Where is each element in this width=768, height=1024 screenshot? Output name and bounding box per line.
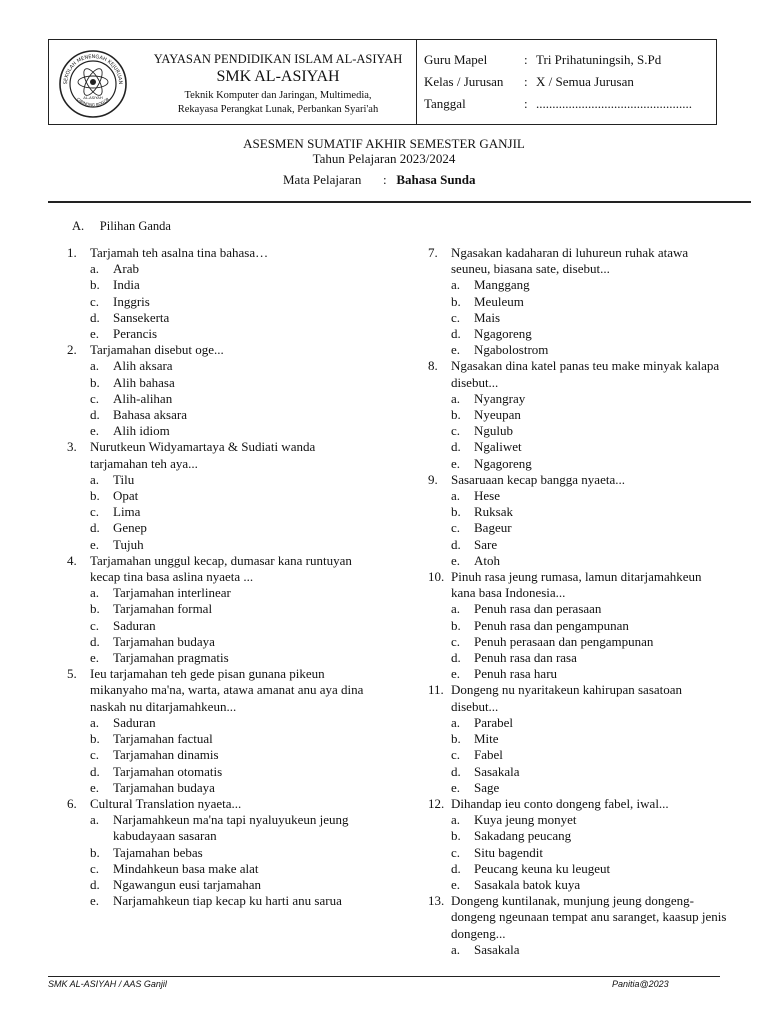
answer-option	[451, 537, 728, 553]
date-label: Tanggal	[424, 96, 466, 111]
option-letter: e.	[451, 455, 461, 471]
option-text: Lima	[113, 504, 141, 520]
option-text: Tarjamahan budaya	[113, 779, 215, 795]
answer-option	[90, 764, 367, 780]
question-item	[67, 666, 367, 796]
option-letter: a.	[90, 358, 100, 374]
answer-option	[90, 715, 367, 731]
option-letter: e.	[451, 552, 461, 568]
answer-option	[451, 812, 728, 828]
answer-option	[451, 488, 728, 504]
option-text: Penuh rasa dan perasaan	[474, 601, 602, 617]
question-number: 7.	[428, 245, 438, 260]
option-letter: b.	[451, 828, 461, 844]
answer-option	[451, 634, 728, 650]
option-letter: a.	[90, 714, 100, 730]
option-text: Mais	[474, 309, 500, 325]
option-text: Alih aksara	[113, 358, 173, 374]
option-text: Kuya jeung monyet	[474, 812, 577, 828]
answer-option	[90, 601, 367, 617]
answer-option	[90, 537, 367, 553]
programs-line-2: Rekayasa Perangkat Lunak, Perbankan Syari'ah	[177, 104, 379, 115]
questions-column-left	[67, 245, 367, 909]
answer-option	[451, 747, 728, 763]
answer-option	[451, 326, 728, 342]
question-item	[67, 342, 367, 439]
option-text: Narjamahkeun ma'na tapi nyaluyukeun jeung kabudayaan sasaran	[113, 812, 349, 844]
option-letter: d.	[451, 439, 461, 455]
answer-options	[90, 358, 367, 439]
question-text: Ieu tarjamahan teh gede pisan gunana pikeun mikanyaho ma'na, warta, atawa amanat anu aya dina naskah nu ditarjamahkeun...	[90, 666, 364, 714]
question-item	[67, 796, 367, 909]
school-info	[143, 52, 413, 117]
logo-text-mid: AL-ASIYAH	[83, 95, 103, 100]
option-text: Sasakala	[474, 941, 520, 957]
answer-option	[451, 439, 728, 455]
option-text: Ngulub	[474, 423, 513, 439]
option-letter: b.	[90, 731, 100, 747]
option-letter: a.	[90, 261, 100, 277]
option-text: Arab	[113, 261, 139, 277]
answer-option	[451, 601, 728, 617]
option-letter: c.	[90, 747, 100, 763]
answer-options	[90, 715, 367, 796]
questions-column-right	[428, 245, 728, 958]
answer-option	[90, 472, 367, 488]
exam-title	[0, 136, 768, 166]
option-text: Tilu	[113, 471, 135, 487]
option-text: Nyangray	[474, 390, 526, 406]
answer-option	[90, 845, 367, 861]
answer-options	[451, 715, 728, 796]
answer-option	[451, 942, 728, 958]
option-text: Bahasa aksara	[113, 407, 187, 423]
question-item	[428, 472, 728, 569]
option-letter: d.	[451, 763, 461, 779]
question-number: 5.	[67, 666, 77, 682]
answer-option	[90, 650, 367, 666]
option-letter: e.	[90, 536, 100, 552]
answer-option	[451, 391, 728, 407]
option-text: Alih bahasa	[113, 374, 175, 390]
question-text: Dihandap ieu conto dongeng fabel, iwal...	[451, 795, 669, 811]
question-item	[67, 439, 367, 552]
answer-option	[90, 520, 367, 536]
option-text: Fabel	[474, 747, 503, 763]
answer-option	[90, 310, 367, 326]
answer-options	[90, 472, 367, 553]
answer-option	[90, 407, 367, 423]
teacher-value: Tri Prihatuningsih, S.Pd	[536, 52, 662, 67]
option-text: Sakadang peucang	[474, 828, 572, 844]
answer-option	[451, 715, 728, 731]
option-letter: a.	[451, 277, 461, 293]
option-text: Atoh	[474, 552, 500, 568]
option-text: Sasakala batok kuya	[474, 876, 581, 892]
option-letter: c.	[451, 423, 461, 439]
option-text: India	[113, 277, 140, 293]
option-letter: d.	[90, 309, 100, 325]
option-letter: d.	[90, 407, 100, 423]
option-letter: d.	[90, 633, 100, 649]
option-letter: a.	[90, 471, 100, 487]
class-row	[424, 74, 634, 90]
question-number: 1.	[67, 245, 77, 260]
answer-option	[90, 488, 367, 504]
question-number: 6.	[67, 795, 77, 811]
answer-option	[451, 845, 728, 861]
question-item	[428, 682, 728, 795]
option-text: Penuh rasa dan rasa	[474, 650, 577, 666]
answer-option	[451, 828, 728, 844]
option-text: Sasakala	[474, 763, 520, 779]
option-text: Penuh perasaan dan pengampunan	[474, 633, 654, 649]
answer-option	[451, 423, 728, 439]
answer-options	[451, 812, 728, 893]
option-text: Saduran	[113, 714, 156, 730]
option-letter: b.	[90, 374, 100, 390]
answer-option	[90, 634, 367, 650]
answer-option	[451, 650, 728, 666]
answer-option	[90, 261, 367, 277]
question-number: 10.	[428, 569, 445, 585]
answer-option	[90, 326, 367, 342]
answer-options	[90, 812, 367, 909]
answer-option	[90, 731, 367, 747]
option-letter: b.	[451, 293, 461, 309]
option-text: Ngagoreng	[474, 326, 532, 342]
option-text: Sare	[474, 536, 498, 552]
option-letter: e.	[451, 666, 461, 682]
answer-option	[451, 861, 728, 877]
answer-option	[90, 358, 367, 374]
answer-option	[451, 504, 728, 520]
option-letter: e.	[451, 342, 461, 358]
school-identity	[49, 40, 417, 124]
option-letter: c.	[451, 844, 461, 860]
option-letter: d.	[90, 520, 100, 536]
question-number: 13.	[428, 893, 445, 909]
answer-option	[90, 277, 367, 293]
option-text: Ngawangun eusi tarjamahan	[113, 876, 262, 892]
option-text: Alih idiom	[113, 423, 170, 439]
answer-option	[451, 456, 728, 472]
question-text: Dongeng kuntilanak, munjung jeung dongeng-dongeng ngeunaan tempat anu saranget, kaasup jenis dongeng...	[451, 893, 727, 941]
subject-label: Mata Pelajaran	[283, 172, 362, 187]
option-letter: a.	[90, 812, 100, 828]
answer-option	[451, 780, 728, 796]
subject-value: Bahasa Sunda	[396, 172, 476, 187]
option-text: Tarjamahan budaya	[113, 633, 215, 649]
option-letter: b.	[90, 844, 100, 860]
option-text: Narjamahkeun tiap kecap ku harti anu sarua	[113, 893, 342, 909]
option-text: Bageur	[474, 520, 512, 536]
option-letter: d.	[451, 650, 461, 666]
option-letter: d.	[451, 326, 461, 342]
question-item	[428, 569, 728, 682]
answer-options	[451, 277, 728, 358]
option-letter: e.	[90, 423, 100, 439]
teacher-label: Guru Mapel	[424, 52, 488, 67]
option-text: Peucang keuna ku leugeut	[474, 860, 611, 876]
question-text: Nurutkeun Widyamartaya & Sudiati wanda tarjamahan teh aya...	[90, 439, 316, 471]
date-value: ................................................	[536, 96, 692, 111]
option-letter: a.	[451, 714, 461, 730]
answer-option	[90, 812, 367, 844]
section-letter: A.	[72, 219, 85, 233]
question-text: Dongeng nu nyaritakeun kahirupan sasatoan disebut...	[451, 682, 683, 714]
class-colon: :	[524, 74, 528, 89]
option-text: Ruksak	[474, 504, 513, 520]
class-value: X / Semua Jurusan	[536, 74, 634, 89]
question-item	[67, 245, 367, 342]
option-letter: a.	[451, 390, 461, 406]
answer-option	[90, 375, 367, 391]
answer-options	[451, 942, 728, 958]
option-letter: d.	[90, 763, 100, 779]
logo-text-top: SEKOLAH MENENGAH KEJURUAN	[62, 53, 124, 85]
option-letter: c.	[451, 747, 461, 763]
option-letter: e.	[451, 876, 461, 892]
option-text: Opat	[113, 488, 139, 504]
answer-option	[451, 553, 728, 569]
subject-row	[283, 172, 476, 188]
option-text: Tarjamahan dinamis	[113, 747, 219, 763]
date-row	[424, 96, 692, 112]
answer-option	[90, 504, 367, 520]
answer-option	[451, 277, 728, 293]
option-letter: c.	[90, 293, 100, 309]
option-text: Ngabolostrom	[474, 342, 549, 358]
option-letter: d.	[451, 536, 461, 552]
question-item	[428, 796, 728, 893]
option-letter: c.	[451, 520, 461, 536]
option-text: Hese	[474, 488, 500, 504]
section-heading	[72, 219, 171, 234]
option-letter: b.	[90, 601, 100, 617]
header-divider	[48, 201, 751, 203]
academic-year: Tahun Pelajaran 2023/2024	[312, 151, 456, 166]
answer-option	[451, 764, 728, 780]
answer-options	[90, 585, 367, 666]
option-letter: c.	[90, 617, 100, 633]
option-letter: b.	[451, 617, 461, 633]
answer-option	[451, 342, 728, 358]
question-text: Tarjamahan disebut oge...	[90, 342, 224, 358]
class-label: Kelas / Jurusan	[424, 74, 504, 89]
answer-options	[90, 261, 367, 342]
question-item	[428, 245, 728, 358]
date-colon: :	[524, 96, 528, 111]
option-letter: e.	[90, 893, 100, 909]
answer-option	[90, 877, 367, 893]
question-item	[428, 358, 728, 471]
option-letter: b.	[451, 731, 461, 747]
option-text: Genep	[113, 520, 147, 536]
question-item	[67, 553, 367, 666]
option-letter: a.	[451, 488, 461, 504]
question-number: 3.	[67, 439, 77, 455]
answer-option	[451, 310, 728, 326]
foundation-name: YAYASAN PENDIDIKAN ISLAM AL-ASIYAH	[153, 52, 403, 66]
header-box	[48, 39, 717, 125]
answer-option	[90, 780, 367, 796]
option-text: Mite	[474, 731, 499, 747]
answer-option	[90, 893, 367, 909]
option-letter: a.	[451, 601, 461, 617]
answer-option	[451, 294, 728, 310]
answer-option	[90, 747, 367, 763]
footer-right: Panitia@2023	[612, 979, 669, 989]
section-name: Pilihan Ganda	[99, 219, 171, 233]
answer-options	[451, 488, 728, 569]
option-text: Saduran	[113, 617, 156, 633]
option-text: Tarjamahan interlinear	[113, 585, 231, 601]
option-text: Ngaliwet	[474, 439, 522, 455]
answer-option	[451, 520, 728, 536]
option-text: Penuh rasa dan pengampunan	[474, 617, 629, 633]
answer-option	[90, 294, 367, 310]
option-letter: c.	[451, 633, 461, 649]
logo-text-bottom: CIBINONG BOGOR	[75, 96, 111, 108]
option-text: Tarjamahan otomatis	[113, 763, 223, 779]
option-letter: e.	[90, 779, 100, 795]
question-number: 9.	[428, 471, 438, 487]
option-letter: b.	[451, 504, 461, 520]
answer-option	[451, 407, 728, 423]
option-letter: c.	[90, 390, 100, 406]
option-text: Mindahkeun basa make alat	[113, 860, 259, 876]
option-text: Sansekerta	[113, 309, 170, 325]
option-text: Tarjamahan pragmatis	[113, 650, 229, 666]
option-text: Meuleum	[474, 293, 524, 309]
programs-list	[143, 89, 413, 117]
answer-option	[451, 666, 728, 682]
option-text: Tarjamahan formal	[113, 601, 213, 617]
school-name: SMK AL-ASIYAH	[216, 68, 340, 85]
option-letter: e.	[90, 650, 100, 666]
question-text: Sasaruaan kecap bangga nyaeta...	[451, 471, 625, 487]
question-number: 2.	[67, 342, 77, 358]
footer-left: SMK AL-ASIYAH / AAS Ganjil	[48, 979, 167, 989]
option-text: Nyeupan	[474, 407, 521, 423]
school-logo-icon	[58, 49, 128, 119]
option-letter: b.	[451, 407, 461, 423]
option-letter: a.	[451, 812, 461, 828]
teacher-row	[424, 52, 661, 68]
option-text: Tujuh	[113, 536, 144, 552]
answer-option	[451, 877, 728, 893]
question-text: Tarjamahan unggul kecap, dumasar kana runtuyan kecap tina basa aslina nyaeta ...	[90, 552, 352, 585]
question-number: 8.	[428, 358, 438, 374]
option-text: Inggris	[113, 293, 150, 309]
question-item	[428, 893, 728, 958]
option-letter: b.	[90, 277, 100, 293]
option-letter: c.	[90, 860, 100, 876]
footer-divider	[48, 976, 720, 977]
answer-option	[90, 618, 367, 634]
option-text: Situ bagendit	[474, 844, 543, 860]
option-text: Manggang	[474, 277, 530, 293]
question-number: 4.	[67, 552, 77, 568]
answer-option	[90, 585, 367, 601]
option-letter: c.	[90, 504, 100, 520]
option-text: Tajamahan bebas	[113, 844, 203, 860]
question-text: Pinuh rasa jeung rumasa, lamun ditarjamahkeun kana basa Indonesia...	[451, 569, 702, 601]
question-text: Ngasakan kadaharan di luhureun ruhak atawa seuneu, biasana sate, disebut...	[451, 245, 689, 277]
question-number: 12.	[428, 795, 445, 811]
option-text: Sage	[474, 779, 500, 795]
option-text: Parabel	[474, 714, 513, 730]
question-text: Tarjamah teh asalna tina bahasa…	[90, 245, 269, 260]
answer-option	[90, 423, 367, 439]
option-letter: e.	[451, 779, 461, 795]
answer-options	[451, 601, 728, 682]
exam-name: ASESMEN SUMATIF AKHIR SEMESTER GANJIL	[243, 136, 525, 151]
programs-line-1: Teknik Komputer dan Jaringan, Multimedia,	[184, 90, 372, 101]
option-text: Ngagoreng	[474, 455, 532, 471]
answer-option	[90, 861, 367, 877]
exam-info	[417, 40, 716, 124]
option-letter: b.	[90, 488, 100, 504]
answer-option	[451, 731, 728, 747]
question-number: 11.	[428, 682, 444, 698]
question-text: Ngasakan dina katel panas teu make minyak kalapa disebut...	[451, 358, 720, 390]
subject-colon: :	[383, 172, 387, 187]
question-text: Cultural Translation nyaeta...	[90, 795, 242, 811]
option-letter: d.	[90, 876, 100, 892]
option-text: Perancis	[113, 326, 158, 342]
option-letter: c.	[451, 309, 461, 325]
option-letter: a.	[451, 941, 461, 957]
answer-option	[90, 391, 367, 407]
option-text: Penuh rasa haru	[474, 666, 558, 682]
teacher-colon: :	[524, 52, 528, 67]
option-letter: a.	[90, 585, 100, 601]
option-text: Alih-alihan	[113, 390, 173, 406]
answer-option	[451, 618, 728, 634]
option-letter: d.	[451, 860, 461, 876]
option-text: Tarjamahan factual	[113, 731, 213, 747]
answer-options	[451, 391, 728, 472]
option-letter: e.	[90, 326, 100, 342]
